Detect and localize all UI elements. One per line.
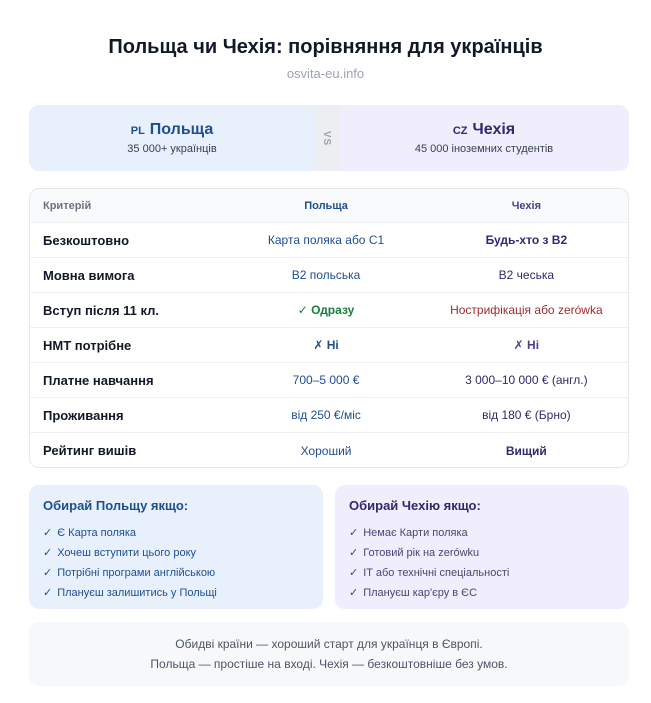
table-row <box>30 328 628 363</box>
country-comparison-bar <box>29 105 629 171</box>
summary-footer <box>29 622 629 686</box>
comparison-table <box>29 188 629 468</box>
list-item: ✓ Є Карта поляка <box>43 523 309 543</box>
czechia-name: Чехія <box>472 121 516 138</box>
table-header-row <box>30 189 628 223</box>
list-item: ✓ IT або технічні спеціальності <box>349 563 615 583</box>
czechia-reco-title: Обирай Чехію якщо: <box>349 498 481 513</box>
czechia-cell: ✗ Ні <box>513 338 540 352</box>
list-item: ✓ Плануєш залишитись у Польщі <box>43 583 309 603</box>
czechia-cell: 3 000–10 000 € (англ.) <box>465 373 588 387</box>
header-poland: Польща <box>304 199 348 212</box>
poland-recommendation-card <box>29 485 323 609</box>
poland-cell: від 250 €/міс <box>291 408 361 422</box>
check-icon: ✓ <box>349 527 359 539</box>
table-row <box>30 398 628 433</box>
list-item: ✓ Потрібні програми англійською <box>43 563 309 583</box>
criterion-cell: Мовна вимога <box>43 267 135 283</box>
poland-cell: ✗ Ні <box>313 338 339 352</box>
criterion-cell: Безкоштовно <box>43 232 130 248</box>
check-icon: ✓ <box>349 567 359 579</box>
list-item: ✓ Плануєш кар'єру в ЄС <box>349 583 615 603</box>
table-row <box>30 223 628 258</box>
czechia-cell: Будь-хто з B2 <box>485 233 568 247</box>
criterion-cell: НМТ потрібне <box>43 337 132 353</box>
criterion-cell: Проживання <box>43 407 124 423</box>
list-item: ✓ Немає Карти поляка <box>349 523 615 543</box>
poland-name: Польща <box>149 121 214 138</box>
czechia-cell: Вищий <box>505 443 547 458</box>
check-icon: ✓ <box>43 587 53 599</box>
header-criterion: Критерій <box>43 199 92 212</box>
criterion-cell: Платне навчання <box>43 372 154 388</box>
table-row <box>30 293 628 328</box>
page-title: Польща чи Чехія: порівняння для українців <box>108 36 543 58</box>
poland-cell: ✓ Одразу <box>297 303 355 317</box>
poland-cell: Хороший <box>300 443 352 458</box>
czechia-recommendation-card <box>335 485 629 609</box>
czechia-summary <box>339 105 629 171</box>
czechia-stat: 45 000 іноземних студентів <box>414 143 554 155</box>
source-label: osvita-eu.info <box>286 66 365 81</box>
check-icon: ✓ <box>43 527 53 539</box>
list-item: ✓ Готовий рік на zerówku <box>349 543 615 563</box>
poland-cell: 700–5 000 € <box>292 373 360 387</box>
check-icon: ✓ <box>349 587 359 599</box>
footer-line-2: Польща — простіше на вході. Чехія — безкоштовніше без умов. <box>150 657 508 671</box>
list-item: ✓ Хочеш вступити цього року <box>43 543 309 563</box>
poland-summary <box>29 105 315 171</box>
poland-reco-title: Обирай Польщу якщо: <box>43 498 189 513</box>
czechia-code: CZ <box>452 125 468 137</box>
header-czechia: Чехія <box>511 199 541 212</box>
page-header <box>0 36 651 59</box>
czechia-cell: B2 чеська <box>498 268 555 282</box>
czechia-cell: від 180 € (Брно) <box>482 408 571 422</box>
vs-label: VS <box>321 130 333 146</box>
vs-divider <box>315 105 339 171</box>
poland-code: PL <box>130 125 145 137</box>
poland-cell: Карта поляка або C1 <box>267 233 385 247</box>
poland-cell: B2 польська <box>291 268 361 282</box>
table-row <box>30 433 628 468</box>
criterion-cell: Вступ після 11 кл. <box>43 302 160 318</box>
poland-stat: 35 000+ українців <box>127 143 217 155</box>
footer-line-1: Обидві країни — хороший старт для українця в Європі. <box>175 637 483 651</box>
check-icon: ✓ <box>349 547 359 559</box>
criterion-cell: Рейтинг вишів <box>43 443 137 458</box>
check-icon: ✓ <box>43 547 53 559</box>
table-row <box>30 258 628 293</box>
check-icon: ✓ <box>43 567 53 579</box>
table-row <box>30 363 628 398</box>
czechia-cell: Нострифікація або zerówka <box>450 303 603 317</box>
